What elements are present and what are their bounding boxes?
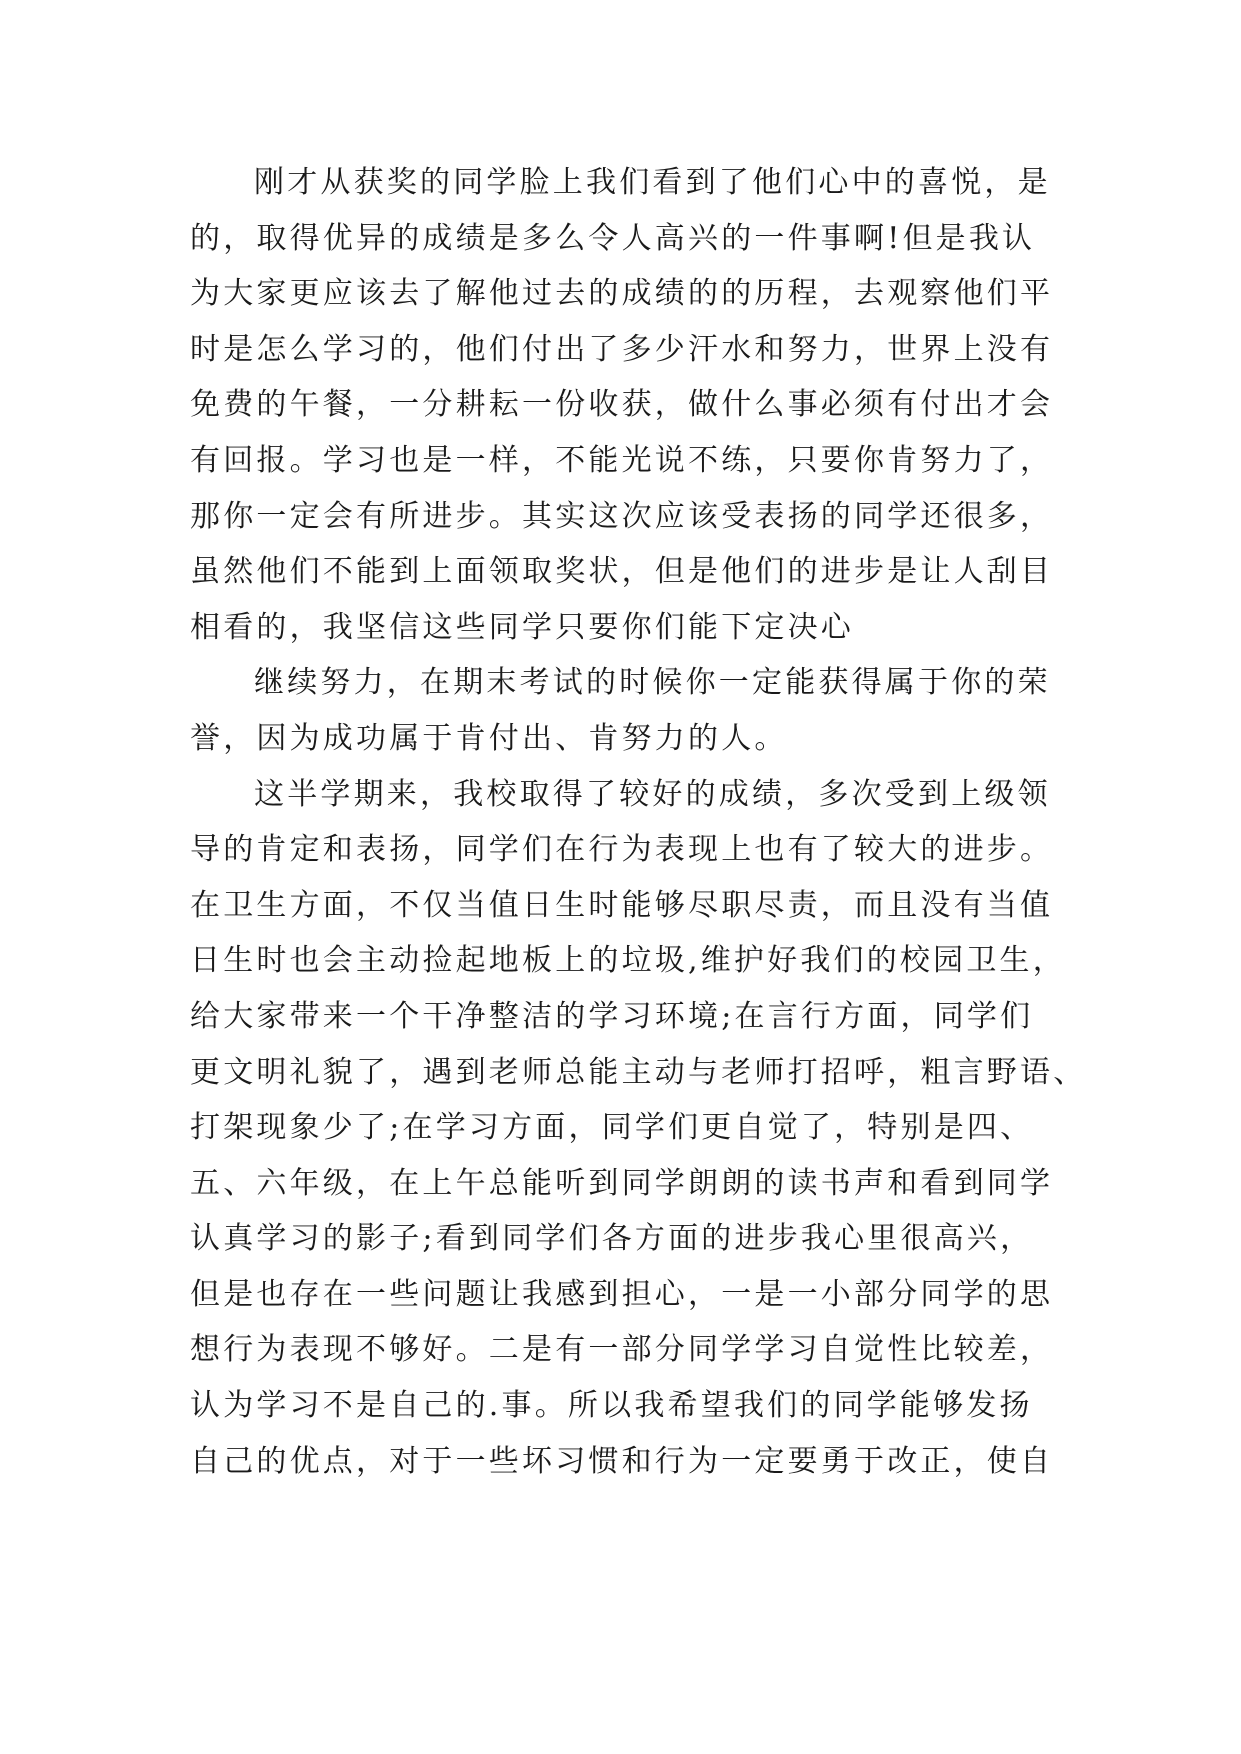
text-line: 继续努力，在期末考试的时候你一定能获得属于你的荣 — [254, 665, 1051, 701]
text-line: 这半学期来，我校取得了较好的成绩，多次受到上级领 — [254, 776, 1051, 812]
text-line: 的，取得优异的成绩是多么令人高兴的一件事啊!但是我认 — [190, 220, 1036, 256]
text-line: 日生时也会主动捡起地板上的垃圾,维护好我们的校园卫生， — [190, 943, 1066, 979]
text-line: 给大家带来一个干净整洁的学习环境;在言行方面，同学们 — [190, 998, 1034, 1034]
text-line: 想行为表现不够好。二是有一部分同学学习自觉性比较差， — [190, 1332, 1054, 1368]
text-line: 自己的优点，对于一些坏习惯和行为一定要勇于改正，使自 — [190, 1443, 1054, 1479]
text-line: 认真学习的影子;看到同学们各方面的进步我心里很高兴， — [190, 1221, 1034, 1257]
text-line: 免费的午餐，一分耕耘一份收获，做什么事必须有付出才会 — [190, 387, 1054, 423]
document-body — [190, 155, 1087, 1489]
text-line: 有回报。学习也是一样，不能光说不练，只要你肯努力了， — [190, 442, 1054, 478]
text-line: 更文明礼貌了，遇到老师总能主动与老师打招呼，粗言野语、 — [190, 1054, 1087, 1090]
text-line: 打架现象少了;在学习方面，同学们更自觉了，特别是四、 — [190, 1110, 1034, 1146]
text-line: 虽然他们不能到上面领取奖状，但是他们的进步是让人刮目 — [190, 554, 1054, 590]
text-line: 为大家更应该去了解他过去的成绩的的历程，去观察他们平 — [190, 276, 1054, 312]
text-line: 但是也存在一些问题让我感到担心，一是一小部分同学的思 — [190, 1276, 1054, 1312]
text-line: 那你一定会有所进步。其实这次应该受表扬的同学还很多， — [190, 498, 1054, 534]
text-line: 相看的，我坚信这些同学只要你们能下定决心 — [190, 609, 854, 645]
text-line: 时是怎么学习的，他们付出了多少汗水和努力，世界上没有 — [190, 331, 1054, 367]
text-line: 在卫生方面，不仅当值日生时能够尽职尽责，而且没有当值 — [190, 887, 1054, 923]
text-line: 刚才从获奖的同学脸上我们看到了他们心中的喜悦，是 — [254, 165, 1051, 200]
text-line: 导的肯定和表扬，同学们在行为表现上也有了较大的进步。 — [190, 832, 1054, 868]
text-line: 认为学习不是自己的.事。所以我希望我们的同学能够发扬 — [190, 1388, 1033, 1424]
text-line: 五、六年级，在上午总能听到同学朗朗的读书声和看到同学 — [190, 1165, 1054, 1201]
text-line: 誉，因为成功属于肯付出、肯努力的人。 — [190, 720, 788, 756]
